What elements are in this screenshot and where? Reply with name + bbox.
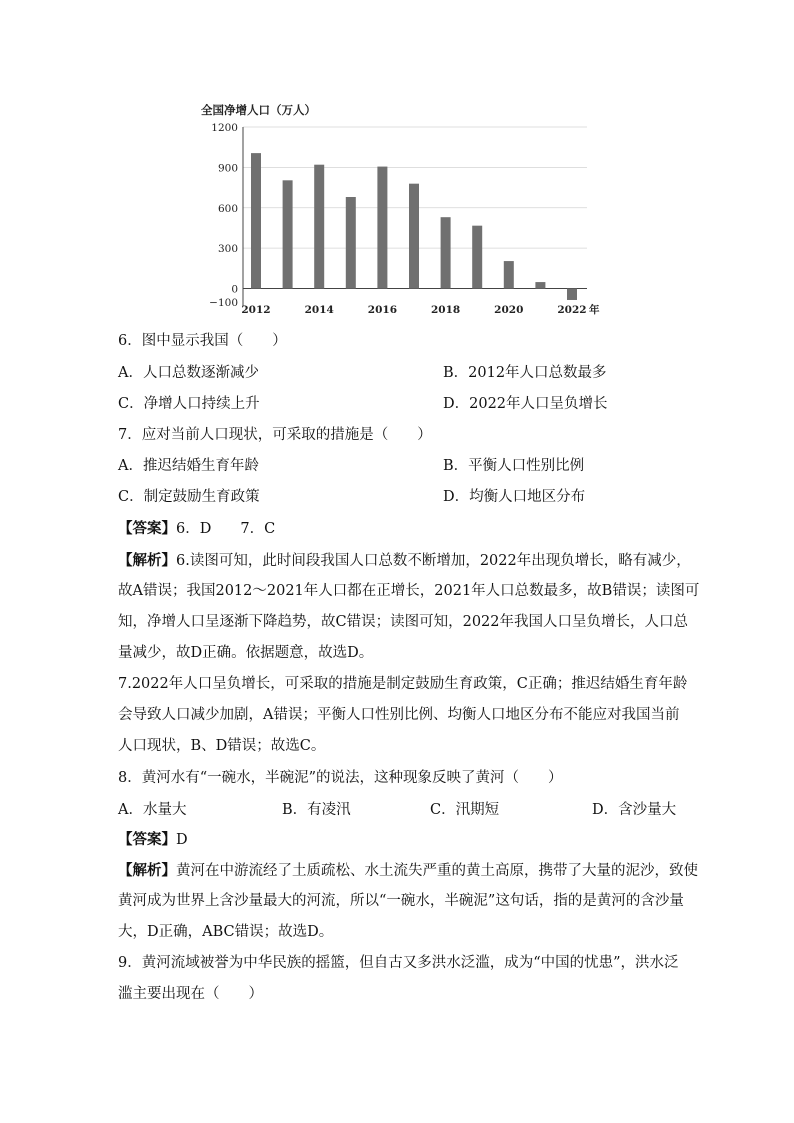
bar-2013 [283, 180, 293, 288]
chart-bars [251, 153, 577, 300]
question-9-line: 9．黄河流域被誉为中华民族的摇篮，但自古又多洪水泛滥，成为“中国的忧患”，洪水泛 [118, 955, 679, 971]
question-6-stem: 6．图中显示我国（ ） [118, 333, 287, 349]
analysis-8 [118, 855, 698, 948]
y-tick-label: 900 [217, 162, 238, 175]
analysis-tag: 【解析】 [118, 552, 176, 569]
bar-2020 [504, 261, 514, 288]
question-7-option-c: C．制定鼓励生育政策 [118, 489, 260, 505]
question-8-stem: 8．黄河水有“一碗水，半碗泥”的说法，这种现象反映了黄河（ ） [118, 770, 563, 786]
answer-text: 6．D 7．C [176, 521, 276, 537]
bar-2017 [409, 184, 419, 289]
question-6-option-d: D．2022年人口呈负增长 [443, 396, 608, 412]
x-tick-label: 2020 [494, 304, 524, 316]
bar-2019 [472, 226, 482, 289]
answer-text: D [176, 832, 188, 848]
y-tick-label: 600 [217, 202, 238, 215]
question-6-option-b: B．2012年人口总数最多 [443, 365, 607, 381]
y-tick-labels [209, 122, 238, 309]
x-unit-label: 年 [589, 304, 600, 316]
x-tick-label: 2014 [304, 304, 334, 316]
y-tick-label: 300 [217, 243, 238, 256]
y-tick-label: 1200 [211, 122, 238, 134]
analysis-line: 知，净增人口呈逐渐下降趋势，故C错误；读图可知，2022年我国人口呈负增长，人口总 [118, 614, 688, 630]
analysis-line: 6.读图可知，此时间段我国人口总数不断增加，2022年出现负增长，略有减少， [176, 553, 691, 569]
bar-2021 [535, 282, 545, 288]
analysis-line: 故A错误；我国2012～2021年人口都在正增长，2021年人口总数最多，故B错误；读图可 [118, 583, 700, 599]
analysis-line: 量减少，故D正确。依据题意，故选D。 [118, 645, 374, 661]
population-bar-chart [195, 98, 600, 320]
question-8-option-d: D．含沙量大 [592, 802, 677, 818]
bar-2022 [567, 289, 577, 300]
analysis-6-7 [118, 545, 700, 762]
question-6-option-c: C．净增人口持续上升 [118, 396, 260, 412]
analysis-line: 人口现状，B、D错误；故选C。 [118, 738, 326, 754]
x-tick-label: 2012 [241, 304, 271, 316]
question-8-option-c: C．汛期短 [430, 802, 500, 818]
analysis-line: 7.2022年人口呈负增长，可采取的措施是制定鼓励生育政策，C正确；推迟结婚生育年龄 [118, 676, 688, 692]
question-8-option-b: B．有凌汛 [282, 802, 351, 818]
answer-tag: 【答案】 [118, 520, 176, 537]
question-9-line: 滥主要出现在（ ） [118, 986, 263, 1002]
bar-2012 [251, 153, 261, 288]
x-tick-label: 2022 [557, 304, 587, 316]
bar-2014 [314, 165, 324, 289]
bar-2016 [377, 167, 387, 289]
question-7-option-a: A．推迟结婚生育年龄 [118, 458, 259, 474]
answer-6-7 [118, 519, 275, 539]
answer-8 [118, 830, 188, 850]
answer-tag: 【答案】 [118, 831, 176, 848]
question-7-option-d: D．均衡人口地区分布 [443, 489, 586, 505]
analysis-line: 黄河成为世界上含沙量最大的河流，所以“一碗水，半碗泥”这句话，指的是黄河的含沙量 [118, 893, 684, 909]
y-tick-label: −100 [209, 297, 238, 309]
x-tick-label: 2016 [367, 304, 398, 316]
question-7-option-b: B．平衡人口性别比例 [443, 458, 585, 474]
question-9-stem [118, 948, 678, 1010]
question-6-option-a: A．人口总数逐渐减少 [118, 365, 259, 381]
x-tick-label: 2018 [430, 304, 461, 316]
analysis-line: 会导致人口减少加剧，A错误；平衡人口性别比例、均衡人口地区分布不能应对我国当前 [118, 707, 680, 723]
bar-2015 [346, 197, 356, 289]
analysis-tag: 【解析】 [118, 862, 176, 879]
analysis-line: 大，D正确，ABC错误；故选D。 [118, 924, 334, 940]
question-7-stem: 7．应对当前人口现状，可采取的措施是（ ） [118, 427, 432, 443]
y-axis-label: 全国净增人口（万人） [201, 103, 316, 117]
y-tick-label: 0 [231, 283, 238, 296]
question-8-option-a: A．水量大 [118, 802, 187, 818]
analysis-line: 黄河在中游流经了土质疏松、水土流失严重的黄土高原，携带了大量的泥沙，致使 [176, 863, 698, 879]
bar-2018 [441, 217, 451, 288]
x-tick-labels [241, 303, 600, 316]
